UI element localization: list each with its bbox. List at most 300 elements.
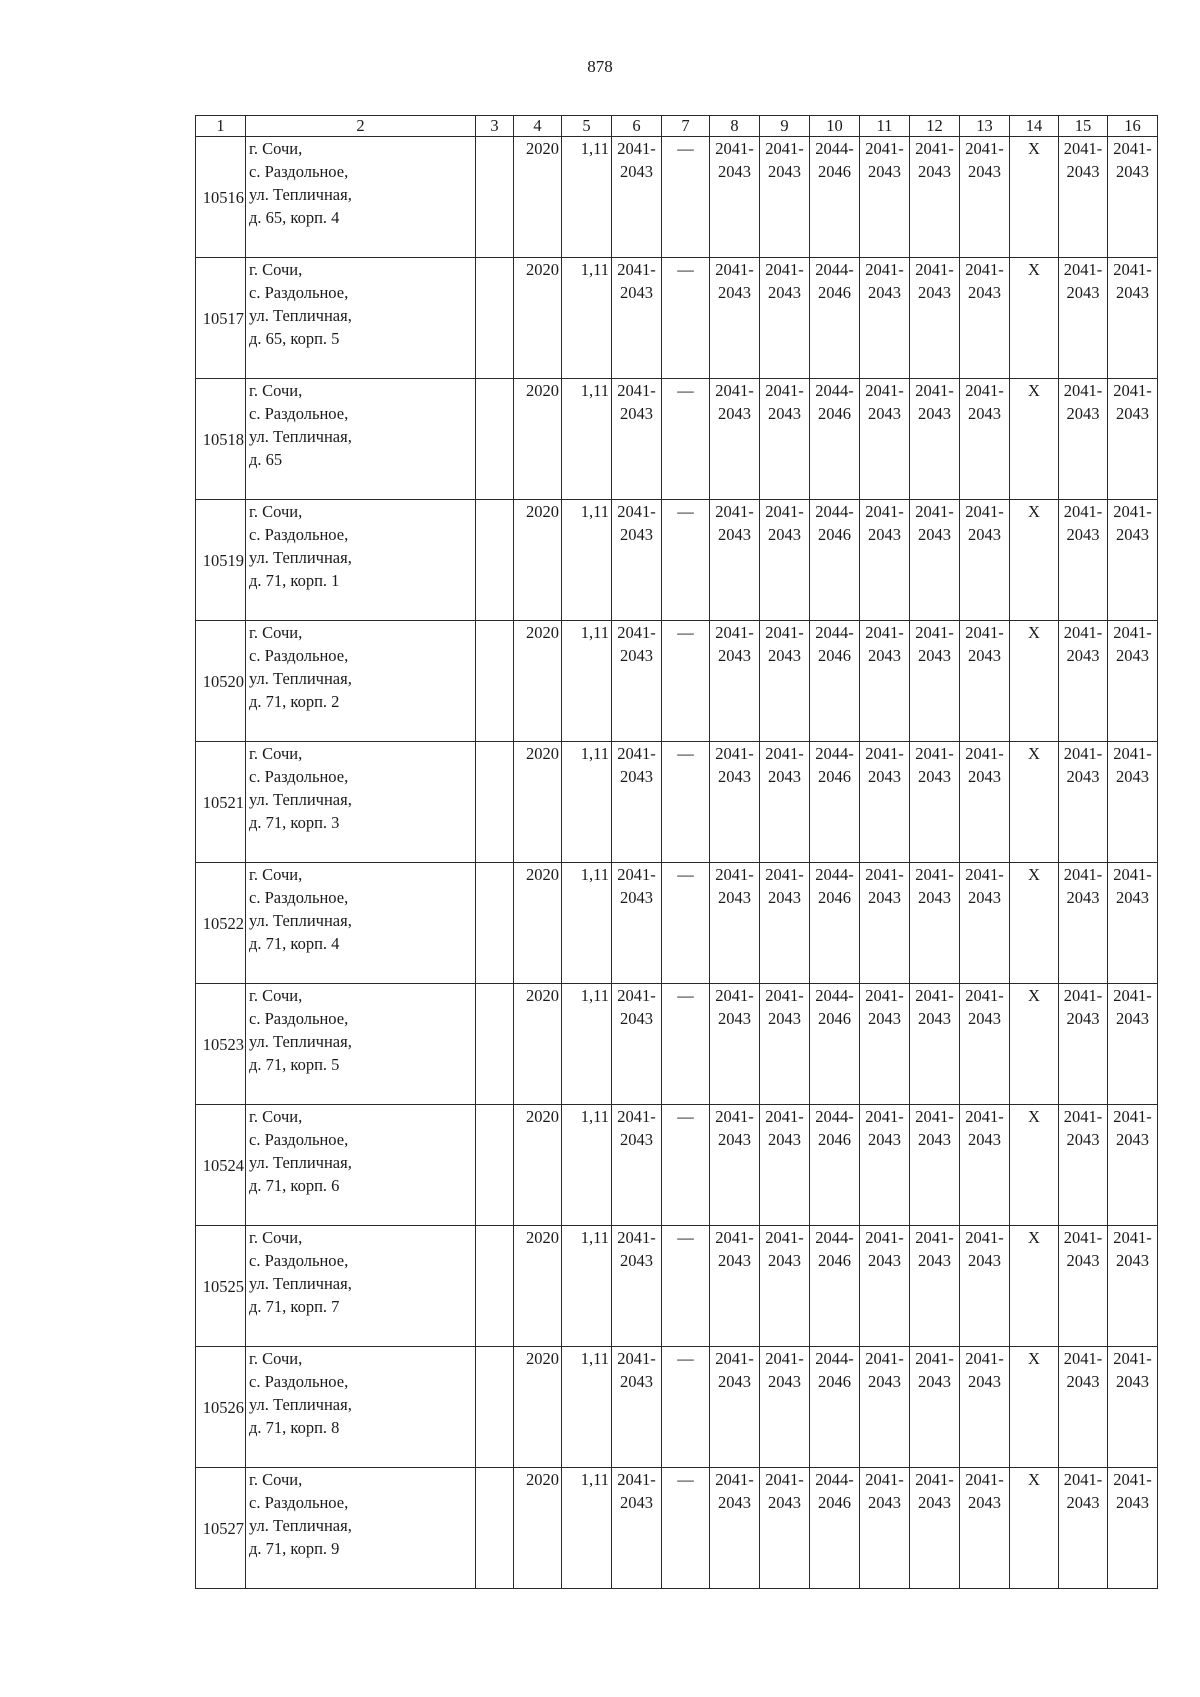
period-cell (760, 984, 810, 1105)
record-number: 10523 (196, 984, 246, 1105)
year-cell: 2020 (514, 984, 562, 1105)
address-cell (246, 258, 476, 379)
period-cell (810, 863, 860, 984)
cell-line: 2043 (918, 767, 951, 786)
x-mark-cell: Х (1010, 1468, 1059, 1589)
period-cell (710, 863, 760, 984)
coefficient-cell: 1,11 (562, 1226, 612, 1347)
cell-line: 2041- (765, 623, 804, 642)
cell-line: 2043 (768, 404, 801, 423)
cell-line: 2043 (620, 888, 653, 907)
period-cell (1059, 379, 1108, 500)
table-row (196, 1347, 1158, 1468)
cell-line: 2043 (1116, 888, 1149, 907)
address-cell (246, 621, 476, 742)
cell-line: 2046 (818, 1130, 851, 1149)
cell-line: 2041- (965, 986, 1004, 1005)
table-row (196, 1105, 1158, 1226)
period-cell (910, 1105, 960, 1226)
x-mark-cell: Х (1010, 500, 1059, 621)
empty-cell (476, 742, 514, 863)
period-cell (1059, 863, 1108, 984)
cell-line: д. 71, корп. 7 (249, 1297, 340, 1316)
cell-line: 2043 (620, 283, 653, 302)
period-cell (1108, 500, 1158, 621)
period-cell (910, 1226, 960, 1347)
cell-line: г. Сочи, (249, 139, 303, 158)
column-header: 3 (476, 116, 514, 137)
period-cell (612, 379, 662, 500)
cell-line: 2043 (968, 767, 1001, 786)
dash-cell: — (662, 621, 710, 742)
dash-cell: — (662, 137, 710, 258)
table-row (196, 742, 1158, 863)
cell-line: 2043 (868, 162, 901, 181)
address-cell (246, 137, 476, 258)
coefficient-cell: 1,11 (562, 742, 612, 863)
cell-line: 2041- (965, 260, 1004, 279)
cell-line: 2041- (915, 381, 954, 400)
period-cell (710, 742, 760, 863)
cell-line: 2041- (865, 260, 904, 279)
x-mark-cell: Х (1010, 1347, 1059, 1468)
cell-line: 2041- (965, 623, 1004, 642)
cell-line: 2041- (1113, 1470, 1152, 1489)
table-row (196, 984, 1158, 1105)
period-cell (910, 1347, 960, 1468)
dash-cell: — (662, 1468, 710, 1589)
period-cell (760, 1226, 810, 1347)
cell-line: 2044- (815, 865, 854, 884)
cell-line: 2041- (765, 381, 804, 400)
cell-line: 2043 (620, 162, 653, 181)
period-cell (910, 1468, 960, 1589)
year-cell: 2020 (514, 621, 562, 742)
dash-cell: — (662, 1347, 710, 1468)
period-cell (810, 500, 860, 621)
cell-line: 2041- (715, 260, 754, 279)
cell-line: 2044- (815, 139, 854, 158)
period-cell (860, 742, 910, 863)
cell-line: 2041- (915, 623, 954, 642)
cell-line: 2041- (915, 986, 954, 1005)
cell-line: г. Сочи, (249, 502, 303, 521)
cell-line: с. Раздольное, (249, 525, 349, 544)
period-cell (760, 863, 810, 984)
cell-line: с. Раздольное, (249, 1372, 349, 1391)
cell-line: 2043 (968, 646, 1001, 665)
cell-line: 2041- (617, 623, 656, 642)
cell-line: 2043 (768, 1130, 801, 1149)
cell-line: 2041- (715, 1228, 754, 1247)
cell-line: 2043 (868, 767, 901, 786)
x-mark-cell: Х (1010, 742, 1059, 863)
period-cell (860, 1226, 910, 1347)
cell-line: 2043 (918, 1130, 951, 1149)
cell-line: 2046 (818, 162, 851, 181)
cell-line: 2041- (617, 260, 656, 279)
cell-line: д. 71, корп. 6 (249, 1176, 340, 1195)
cell-line: 2041- (865, 865, 904, 884)
year-cell: 2020 (514, 1347, 562, 1468)
cell-line: ул. Тепличная, (249, 185, 352, 204)
cell-line: 2043 (868, 1493, 901, 1512)
cell-line: 2041- (865, 1107, 904, 1126)
period-cell (860, 500, 910, 621)
cell-line: 2043 (1116, 1130, 1149, 1149)
cell-line: 2041- (715, 381, 754, 400)
cell-line: ул. Тепличная, (249, 1516, 352, 1535)
x-mark-cell: Х (1010, 258, 1059, 379)
cell-line: 2046 (818, 1009, 851, 1028)
cell-line: 2041- (915, 1228, 954, 1247)
empty-cell (476, 137, 514, 258)
cell-line: 2043 (718, 404, 751, 423)
period-cell (960, 984, 1010, 1105)
cell-line: 2041- (915, 139, 954, 158)
cell-line: 2041- (1063, 865, 1103, 884)
period-cell (760, 742, 810, 863)
cell-line: 2043 (718, 646, 751, 665)
empty-cell (476, 1226, 514, 1347)
period-cell (810, 258, 860, 379)
cell-line: 2041- (915, 1107, 954, 1126)
cell-line: д. 71, корп. 5 (249, 1055, 340, 1074)
table-row (196, 863, 1158, 984)
cell-line: ул. Тепличная, (249, 548, 352, 567)
cell-line: 2043 (1116, 646, 1149, 665)
period-cell (960, 1105, 1010, 1226)
cell-line: с. Раздольное, (249, 1493, 349, 1512)
cell-line: 2043 (918, 1493, 951, 1512)
cell-line: 2043 (868, 1130, 901, 1149)
record-number: 10518 (196, 379, 246, 500)
cell-line: 2043 (918, 404, 951, 423)
cell-line: 2041- (865, 1470, 904, 1489)
cell-line: г. Сочи, (249, 260, 303, 279)
cell-line: 2041- (915, 744, 954, 763)
cell-line: 2041- (865, 139, 904, 158)
record-number: 10527 (196, 1468, 246, 1589)
cell-line: 2043 (918, 646, 951, 665)
cell-line: ул. Тепличная, (249, 1032, 352, 1051)
period-cell (810, 621, 860, 742)
dash-cell: — (662, 258, 710, 379)
cell-line: 2043 (620, 646, 653, 665)
period-cell (612, 742, 662, 863)
cell-line: 2043 (718, 525, 751, 544)
cell-line: 2041- (1113, 139, 1152, 158)
period-cell (760, 621, 810, 742)
cell-line: ул. Тепличная, (249, 790, 352, 809)
column-header: 10 (810, 116, 860, 137)
cell-line: 2043 (918, 1009, 951, 1028)
cell-line: 2043 (968, 404, 1001, 423)
period-cell (1059, 258, 1108, 379)
cell-line: 2043 (718, 1251, 751, 1270)
cell-line: г. Сочи, (249, 1107, 303, 1126)
cell-line: 2043 (768, 162, 801, 181)
column-header: 12 (910, 116, 960, 137)
empty-cell (476, 258, 514, 379)
record-number: 10520 (196, 621, 246, 742)
year-cell: 2020 (514, 500, 562, 621)
record-number: 10517 (196, 258, 246, 379)
cell-line: 2041- (915, 1349, 954, 1368)
x-mark-cell: Х (1010, 984, 1059, 1105)
cell-line: 2041- (965, 1470, 1004, 1489)
coefficient-cell: 1,11 (562, 1347, 612, 1468)
cell-line: 2043 (718, 767, 751, 786)
cell-line: 2043 (768, 525, 801, 544)
x-mark-cell: Х (1010, 863, 1059, 984)
period-cell (612, 137, 662, 258)
period-cell (760, 379, 810, 500)
column-header: 9 (760, 116, 810, 137)
period-cell (1108, 1226, 1158, 1347)
cell-line: 2041- (617, 1228, 656, 1247)
period-cell (810, 984, 860, 1105)
cell-line: 2046 (818, 404, 851, 423)
coefficient-cell: 1,11 (562, 984, 612, 1105)
period-cell (810, 1105, 860, 1226)
record-number: 10521 (196, 742, 246, 863)
cell-line: 2043 (918, 525, 951, 544)
cell-line: 2041- (617, 865, 656, 884)
column-header: 4 (514, 116, 562, 137)
period-cell (960, 258, 1010, 379)
cell-line: 2041- (765, 502, 804, 521)
cell-line: 2043 (1116, 1372, 1149, 1391)
empty-cell (476, 500, 514, 621)
cell-line: с. Раздольное, (249, 404, 349, 423)
cell-line: 2043 (1066, 525, 1100, 544)
cell-line: 2043 (918, 283, 951, 302)
cell-line: 2043 (768, 767, 801, 786)
cell-line: 2043 (1066, 1251, 1100, 1270)
cell-line: 2041- (765, 1349, 804, 1368)
period-cell (612, 1226, 662, 1347)
empty-cell (476, 1105, 514, 1226)
cell-line: 2043 (1066, 646, 1100, 665)
cell-line: 2041- (1063, 502, 1103, 521)
period-cell (1108, 863, 1158, 984)
cell-line: 2041- (765, 1107, 804, 1126)
period-cell (1108, 984, 1158, 1105)
cell-line: 2041- (915, 502, 954, 521)
cell-line: 2041- (1113, 1228, 1152, 1247)
year-cell: 2020 (514, 742, 562, 863)
cell-line: 2041- (965, 139, 1004, 158)
record-number: 10526 (196, 1347, 246, 1468)
period-cell (710, 1468, 760, 1589)
period-cell (612, 1347, 662, 1468)
cell-line: 2041- (965, 744, 1004, 763)
coefficient-cell: 1,11 (562, 863, 612, 984)
cell-line: 2041- (715, 865, 754, 884)
cell-line: 2044- (815, 1228, 854, 1247)
cell-line: ул. Тепличная, (249, 911, 352, 930)
cell-line: 2043 (1116, 1009, 1149, 1028)
period-cell (1059, 1468, 1108, 1589)
cell-line: 2043 (1066, 162, 1100, 181)
period-cell (1108, 1105, 1158, 1226)
cell-line: 2041- (617, 1349, 656, 1368)
cell-line: 2041- (1113, 1107, 1152, 1126)
period-cell (960, 863, 1010, 984)
cell-line: 2041- (1063, 381, 1103, 400)
x-mark-cell: Х (1010, 621, 1059, 742)
cell-line: д. 65, корп. 4 (249, 208, 340, 227)
period-cell (710, 379, 760, 500)
cell-line: 2041- (865, 381, 904, 400)
cell-line: г. Сочи, (249, 381, 303, 400)
column-header: 14 (1010, 116, 1059, 137)
year-cell: 2020 (514, 1468, 562, 1589)
period-cell (1059, 984, 1108, 1105)
cell-line: 2043 (620, 404, 653, 423)
cell-line: 2046 (818, 283, 851, 302)
cell-line: 2043 (968, 525, 1001, 544)
empty-cell (476, 863, 514, 984)
period-cell (860, 621, 910, 742)
cell-line: 2043 (918, 1251, 951, 1270)
cell-line: 2043 (1066, 767, 1100, 786)
coefficient-cell: 1,11 (562, 258, 612, 379)
period-cell (910, 500, 960, 621)
period-cell (960, 1468, 1010, 1589)
cell-line: 2043 (620, 1130, 653, 1149)
cell-line: 2041- (1113, 865, 1152, 884)
register-table (195, 115, 1158, 1589)
period-cell (1108, 137, 1158, 258)
cell-line: 2043 (768, 1251, 801, 1270)
cell-line: 2041- (965, 1228, 1004, 1247)
cell-line: 2041- (865, 1228, 904, 1247)
cell-line: 2043 (620, 1251, 653, 1270)
dash-cell: — (662, 742, 710, 863)
cell-line: 2041- (617, 1470, 656, 1489)
year-cell: 2020 (514, 258, 562, 379)
cell-line: 2043 (1116, 283, 1149, 302)
address-cell (246, 863, 476, 984)
period-cell (960, 500, 1010, 621)
period-cell (710, 137, 760, 258)
dash-cell: — (662, 984, 710, 1105)
table-row (196, 258, 1158, 379)
period-cell (910, 621, 960, 742)
cell-line: 2043 (1116, 1493, 1149, 1512)
cell-line: 2041- (715, 139, 754, 158)
period-cell (1108, 621, 1158, 742)
cell-line: 2041- (1063, 744, 1103, 763)
address-cell (246, 1347, 476, 1468)
x-mark-cell: Х (1010, 1105, 1059, 1226)
period-cell (810, 1468, 860, 1589)
cell-line: с. Раздольное, (249, 1130, 349, 1149)
address-cell (246, 1105, 476, 1226)
cell-line: 2043 (868, 525, 901, 544)
cell-line: 2043 (620, 1009, 653, 1028)
cell-line: ул. Тепличная, (249, 427, 352, 446)
period-cell (810, 1226, 860, 1347)
dash-cell: — (662, 379, 710, 500)
period-cell (612, 1105, 662, 1226)
cell-line: 2043 (620, 1372, 653, 1391)
cell-line: 2041- (765, 1470, 804, 1489)
cell-line: 2041- (915, 1470, 954, 1489)
table-body (196, 137, 1158, 1589)
cell-line: 2043 (718, 1372, 751, 1391)
coefficient-cell: 1,11 (562, 621, 612, 742)
year-cell: 2020 (514, 1226, 562, 1347)
year-cell: 2020 (514, 379, 562, 500)
coefficient-cell: 1,11 (562, 1468, 612, 1589)
period-cell (1059, 742, 1108, 863)
period-cell (612, 621, 662, 742)
cell-line: 2046 (818, 888, 851, 907)
period-cell (910, 863, 960, 984)
period-cell (612, 984, 662, 1105)
record-number: 10522 (196, 863, 246, 984)
period-cell (810, 379, 860, 500)
cell-line: 2044- (815, 260, 854, 279)
dash-cell: — (662, 500, 710, 621)
record-number: 10516 (196, 137, 246, 258)
cell-line: 2041- (965, 1349, 1004, 1368)
cell-line: 2043 (868, 888, 901, 907)
cell-line: 2046 (818, 1493, 851, 1512)
cell-line: г. Сочи, (249, 1470, 303, 1489)
cell-line: 2041- (765, 139, 804, 158)
cell-line: 2041- (715, 623, 754, 642)
table-row (196, 500, 1158, 621)
cell-line: 2043 (1116, 525, 1149, 544)
cell-line: 2043 (718, 283, 751, 302)
cell-line: с. Раздольное, (249, 1009, 349, 1028)
cell-line: 2041- (715, 1470, 754, 1489)
cell-line: 2046 (818, 525, 851, 544)
period-cell (612, 500, 662, 621)
cell-line: 2041- (1113, 623, 1152, 642)
cell-line: г. Сочи, (249, 1349, 303, 1368)
cell-line: 2041- (965, 1107, 1004, 1126)
period-cell (960, 379, 1010, 500)
coefficient-cell: 1,11 (562, 379, 612, 500)
period-cell (910, 379, 960, 500)
cell-line: 2041- (915, 865, 954, 884)
cell-line: д. 65, корп. 5 (249, 329, 340, 348)
address-cell (246, 1468, 476, 1589)
period-cell (960, 742, 1010, 863)
empty-cell (476, 984, 514, 1105)
empty-cell (476, 379, 514, 500)
cell-line: 2043 (768, 1372, 801, 1391)
period-cell (960, 621, 1010, 742)
header-row (196, 116, 1158, 137)
cell-line: 2041- (617, 986, 656, 1005)
cell-line: 2043 (718, 1130, 751, 1149)
cell-line: д. 71, корп. 2 (249, 692, 340, 711)
period-cell (612, 258, 662, 379)
column-header: 7 (662, 116, 710, 137)
cell-line: 2041- (715, 1349, 754, 1368)
cell-line: 2041- (865, 623, 904, 642)
coefficient-cell: 1,11 (562, 500, 612, 621)
cell-line: г. Сочи, (249, 744, 303, 763)
cell-line: 2041- (865, 986, 904, 1005)
period-cell (710, 1105, 760, 1226)
